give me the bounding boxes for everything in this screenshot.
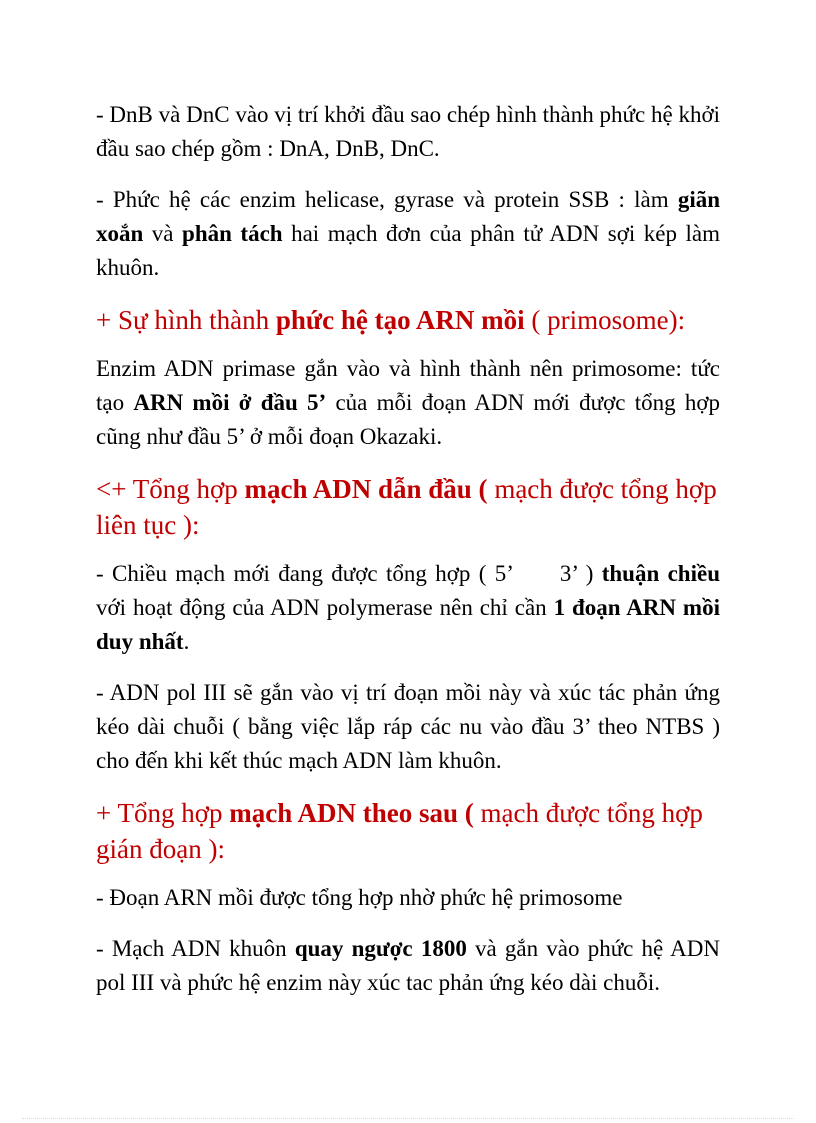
- bold-term: 1 đoạn ARN mồi duy nhất: [96, 595, 720, 654]
- bold-term: quay ngược 1800: [294, 936, 467, 961]
- heading-bold: mạch ADN theo sau (: [229, 798, 474, 828]
- paragraph-text: và gắn vào phức hệ ADN pol III và phức hệ enzim này xúc tac phản ứng kéo dài chuỗi.: [96, 936, 720, 995]
- heading-text: + Tổng hợp: [96, 798, 230, 828]
- bold-term: ARN mồi ở đầu 5’: [133, 390, 327, 415]
- bold-term: phân tách: [182, 221, 283, 246]
- paragraph-text: - Mạch ADN khuôn: [96, 936, 295, 961]
- paragraph-direction: [96, 557, 720, 659]
- paragraph-text: Enzim ADN primase gắn vào và hình thành nên primosome: tức tạo: [96, 356, 720, 415]
- paragraph-text: - DnB và DnC vào vị trí khởi đầu sao chép hình thành phức hệ khởi đầu sao chép gồm : DnA, DnB, DnC.: [96, 102, 720, 161]
- paragraph-text: với hoạt động của ADN polymerase nên chỉ cần: [96, 595, 554, 620]
- paragraph-pol-iii: [96, 676, 720, 778]
- paragraph-primase: [96, 352, 720, 454]
- heading-bold: phức hệ tạo ARN mồi: [275, 305, 525, 335]
- paragraph-helicase-complex: [96, 183, 720, 285]
- paragraph-text: - ADN pol III sẽ gắn vào vị trí đoạn mồi này và xúc tác phản ứng kéo dài chuỗi ( bằng việc lắp ráp các nu vào đầu 3’ theo NTBS ) cho đến khi kết thúc mạch ADN làm khuôn.: [96, 680, 720, 773]
- paragraph-text: - Phức hệ các enzim helicase, gyrase và protein SSB : làm: [96, 187, 678, 212]
- paragraph-text: .: [183, 629, 190, 654]
- heading-leading-strand: [96, 471, 720, 543]
- heading-text: mạch được tổng hợp liên tục ):: [96, 474, 717, 540]
- document-page: [96, 98, 720, 1017]
- page-bottom-divider: [22, 1118, 794, 1119]
- heading-text: mạch được tổng hợp gián đoạn ):: [96, 798, 703, 864]
- heading-text: ( primosome):: [524, 305, 686, 335]
- paragraph-template-turn: [96, 932, 720, 1000]
- paragraph-text: hai mạch đơn của phân tử ADN sợi kép làm khuôn.: [96, 221, 720, 280]
- heading-primosome: [96, 302, 720, 338]
- bold-term: giãn xoắn: [96, 187, 720, 246]
- heading-text: <+ Tổng hợp: [96, 474, 245, 504]
- paragraph-text: và: [143, 221, 183, 246]
- bold-term: thuận chiều: [601, 561, 720, 586]
- paragraph-text: 3’ ): [559, 561, 602, 586]
- heading-bold: mạch ADN dẫn đầu (: [244, 474, 488, 504]
- paragraph-rna-primer: [96, 881, 720, 915]
- paragraph-text: của mỗi đoạn ADN mới được tổng hợp cũng như đầu 5’ ở mỗi đoạn Okazaki.: [96, 390, 720, 449]
- paragraph-text: - Đoạn ARN mồi được tổng hợp nhờ phức hệ primosome: [96, 885, 623, 910]
- paragraph-text: - Chiều mạch mới đang được tổng hợp ( 5’: [96, 561, 514, 586]
- heading-lagging-strand: [96, 795, 720, 867]
- paragraph-dnb-dnc: [96, 98, 720, 166]
- heading-text: + Sự hình thành: [96, 305, 276, 335]
